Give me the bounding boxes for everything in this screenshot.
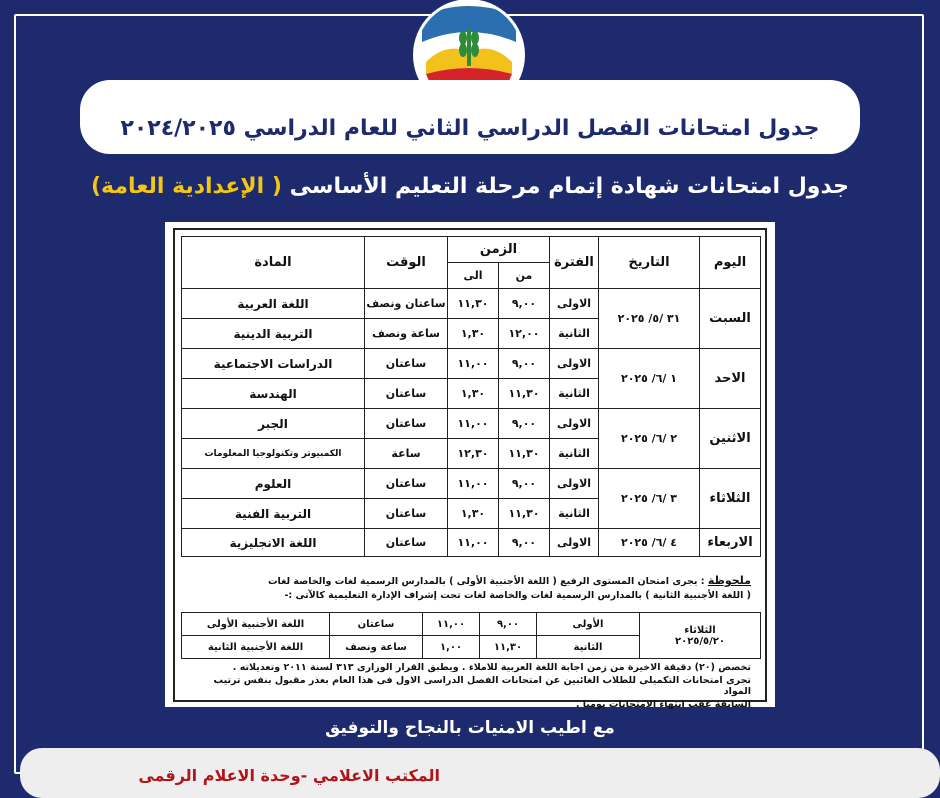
bottom-notes [191,662,751,710]
bottom-note-1: تخصص (٢٠) دقيقة الاخيرة من زمن اجابة اللغة العربية للاملاء . ويطبق القرار الوزارى ٣١٣ لسنة ٢٠١١ وتعديلاته . [232,662,751,673]
duration-cell: ساعتان [365,409,448,439]
date-cell: ٤ /٦/ ٢٠٢٥ [599,529,700,557]
period-cell: الأولى [537,613,640,636]
subject-cell: الهندسة [182,379,365,409]
duration-cell: ساعة [365,439,448,469]
foreign-language-table [181,612,761,659]
period-cell: الاولى [550,469,599,499]
subject-cell: اللغة الانجليزية [182,529,365,557]
header-period: الفترة [550,237,599,289]
duration-cell: ساعة ونصف [330,636,423,659]
subject-cell: اللغة الأجنبية الثانية [182,636,330,659]
table-row [182,529,761,557]
date-cell: ٣ /٦/ ٢٠٢٥ [599,469,700,529]
subject-cell: التربية الدينية [182,319,365,349]
subject-cell: الجبر [182,409,365,439]
to-cell: ١٢,٣٠ [448,439,499,469]
table-row [182,349,761,379]
duration-cell: ساعتان [365,529,448,557]
to-cell: ١١,٠٠ [448,409,499,439]
from-cell: ٩,٠٠ [499,349,550,379]
day-cell: الثلاثاء [700,469,761,529]
table-row [182,409,761,439]
note-label: ملحوظة [707,574,751,587]
duration-cell: ساعتان [365,499,448,529]
header-subject: المادة [182,237,365,289]
subtitle-highlight: ( الإعدادية العامة) [90,174,282,199]
subject-cell: اللغة الأجنبية الأولى [182,613,330,636]
from-cell: ١١,٣٠ [499,499,550,529]
day-cell: الاحد [700,349,761,409]
subject-cell: الدراسات الاجتماعية [182,349,365,379]
subtitle-main: جدول امتحانات شهادة إتمام مرحلة التعليم الأساسى [289,174,850,199]
duration-cell: ساعة ونصف [365,319,448,349]
period-cell: الثانية [550,499,599,529]
from-cell: ١١,٣٠ [499,439,550,469]
from-cell: ٩,٠٠ [480,613,537,636]
exam-schedule-table [181,236,761,557]
extra-day: الثلاثاء [684,624,716,636]
table-row [182,469,761,499]
to-cell: ١١,٠٠ [423,613,480,636]
from-cell: ١١,٣٠ [499,379,550,409]
period-cell: الاولى [550,409,599,439]
duration-cell: ساعتان ونصف [365,289,448,319]
to-cell: ١١,٠٠ [448,529,499,557]
sheet-border [173,228,767,710]
period-cell: الثانية [550,439,599,469]
table-row [182,613,761,636]
date-cell: ١ /٦/ ٢٠٢٥ [599,349,700,409]
from-cell: ٩,٠٠ [499,529,550,557]
header-date: التاريخ [599,237,700,289]
subject-cell: الكمبيوتر وتكنولوجيا المعلومات [182,439,365,469]
to-cell: ١,٣٠ [448,499,499,529]
to-cell: ١١,٠٠ [448,469,499,499]
subject-cell: التربية الفنية [182,499,365,529]
to-cell: ١١,٣٠ [448,289,499,319]
good-wishes: مع اطيب الامنيات بالنجاح والتوفيق [325,718,615,738]
header-duration: الوقت [365,237,448,289]
period-cell: الاولى [550,289,599,319]
day-cell: السبت [700,289,761,349]
to-cell: ١١,٠٠ [448,349,499,379]
extra-day-date-cell [640,613,761,659]
note-line-2: ( اللغة الأجنبية الثانية ) بالمدارس الرسمية لغات والخاصة لغات تحت إشراف الإدارة التعليمية كالآتى :- [284,590,751,601]
table-row [182,289,761,319]
period-cell: الثانية [537,636,640,659]
date-cell: ٢ /٦/ ٢٠٢٥ [599,409,700,469]
to-cell: ١,٠٠ [423,636,480,659]
bottom-note-2: تجرى امتحانات التكميلى للطلاب الغائبين عن امتحانات الفصل الدراسى الاول فى هذا العام بعذر مقبول بنفس ترتيب المواد [213,675,751,697]
extra-date: ٢٠٢٥/٥/٢٠ [674,635,726,647]
schedule-sheet [165,222,775,710]
day-cell: الاثنين [700,409,761,469]
from-cell: ١٢,٠٠ [499,319,550,349]
from-cell: ٩,٠٠ [499,289,550,319]
title-banner [80,80,860,154]
subject-cell: اللغة العربية [182,289,365,319]
subject-cell: العلوم [182,469,365,499]
period-cell: الثانية [550,379,599,409]
day-cell: الاربعاء [700,529,761,557]
header-from: من [499,263,550,289]
header-day: اليوم [700,237,761,289]
header-time-group: الزمن [448,237,550,263]
duration-cell: ساعتان [330,613,423,636]
subtitle [20,174,920,199]
bottom-note-3: السابقة عقب انتهاء الامتحانات يوميا . [575,699,751,710]
to-cell: ١,٣٠ [448,319,499,349]
from-cell: ٩,٠٠ [499,409,550,439]
period-cell: الاولى [550,349,599,379]
from-cell: ٩,٠٠ [499,469,550,499]
note-text-1: : يجرى امتحان المستوى الرفيع ( اللغة الأجنبية الأولى ) بالمدارس الرسمية لغات والخاصة لغات [267,576,705,587]
duration-cell: ساعتان [365,379,448,409]
note-line-1 [191,574,751,587]
date-cell: ٣١ /٥/ ٢٠٢٥ [599,289,700,349]
note-block [191,574,751,601]
from-cell: ١١,٣٠ [480,636,537,659]
footer-text: المكتب الاعلامي -وحدة الاعلام الرقمى [138,766,440,785]
to-cell: ١,٣٠ [448,379,499,409]
duration-cell: ساعتان [365,349,448,379]
duration-cell: ساعتان [365,469,448,499]
header-to: الى [448,263,499,289]
period-cell: الاولى [550,529,599,557]
period-cell: الثانية [550,319,599,349]
page-title: جدول امتحانات الفصل الدراسي الثاني للعام الدراسي ٢٠٢٤/٢٠٢٥ [120,115,820,141]
